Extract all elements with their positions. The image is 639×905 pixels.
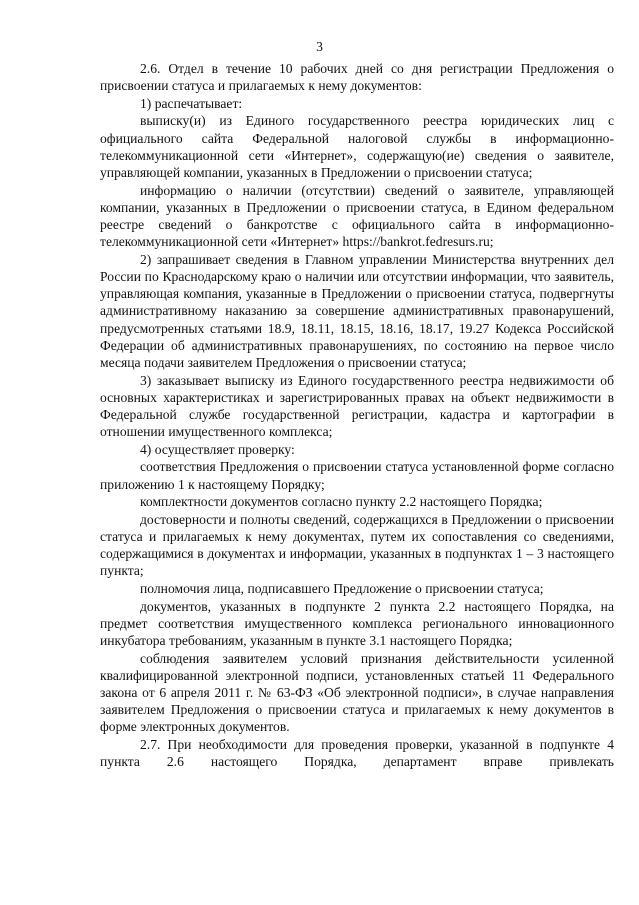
check-signature: соблюдения заявителем условий признания действительности усиленной квалифицированной электронной подписи, установленных статьей 11 Федерального закона от 6 апреля 2011 г. № 63-ФЗ «Об электронной подписи», в случае направления заявителем Предложения о присвоении статуса и прилагаемых к нему документов в форме электронных документов. — [100, 650, 614, 735]
subitem-3-orders: 3) заказывает выписку из Единого государственного реестра недвижимости об основных характеристиках и зарегистрированных правах на объект недвижимости в Федеральной службе государственной регистрации, кадастра и картографии в отношении имущественного комплекса; — [100, 372, 614, 440]
subitem-1-prints: 1) распечатывает: — [140, 95, 243, 111]
subitem-4-checks: 4) осуществляет проверку: — [140, 441, 295, 457]
paragraph-2-6: 2.6. Отдел в течение 10 рабочих дней со дня регистрации Предложения о присвоении статуса и прилагаемых к нему документов: — [100, 61, 614, 94]
check-authority: полномочия лица, подписавшего Предложение о присвоении статуса; — [140, 581, 544, 596]
check-completeness: комплектности документов согласно пункту 2.2 настоящего Порядка; — [140, 494, 543, 510]
subitem-2-requests: 2) запрашивает сведения в Главном управлении Министерства внутренних дел России по Краснодарскому краю о наличии или отсутствии информации, что заявитель, управляющая компания, указанные в Предложении о присвоении статуса, подвергнуты административному наказанию за совершение административных правонарушений, предусмотренных статьями 18.9, 18.11, 18.15, 18.16, 18.17, 19.27 Кодекса Российской Федерации об административных правонарушениях, по состоянию на первое число месяца подачи заявителем Предложения о присвоении статуса; — [100, 251, 614, 371]
page-number: 3 — [316, 39, 323, 54]
paragraph-bankruptcy-info: информацию о наличии (отсутствии) сведений о заявителе, управляющей компании, указанных в Предложении о присвоении статуса, в Едином федеральном реестре сведений о банкротстве с официального сайта в информационно-телекоммуникационной сети «Интернет» https://bankrot.fedresurs.ru; — [100, 182, 614, 250]
check-documents: документов, указанных в подпункте 2 пункта 2.2 настоящего Порядка, на предмет соответствия имущественного комплекса регионального инновационного инкубатора требованиям, указанным в пункте 3.1 настоящего Порядка; — [100, 598, 614, 648]
check-form-compliance: соответствия Предложения о присвоении статуса установленной форме согласно приложению 1 к настоящему Порядку; — [100, 459, 614, 492]
check-accuracy: достоверности и полноты сведений, содержащихся в Предложении о присвоении статуса и прилагаемых к нему документах, путем их сопоставления со сведениями, содержащимися в документах и информации, указанных в подпунктах 1 – 3 настоящего пункта; — [100, 511, 614, 579]
paragraph-2-7: 2.7. При необходимости для проведения проверки, указанной в подпункте 4 пункта 2.6 настоящего Порядка, департамент вправе привлекать — [100, 737, 614, 770]
paragraph-egrul-extract: выписку(и) из Единого государственного реестра юридических лиц с официального сайта Федеральной налоговой службы в информационно-телекоммуникационной сети «Интернет», содержащую(ие) сведения о заявителе, управляющей компании, указанных в Предложении о присвоении статуса; — [100, 113, 614, 180]
document-body — [100, 60, 614, 771]
